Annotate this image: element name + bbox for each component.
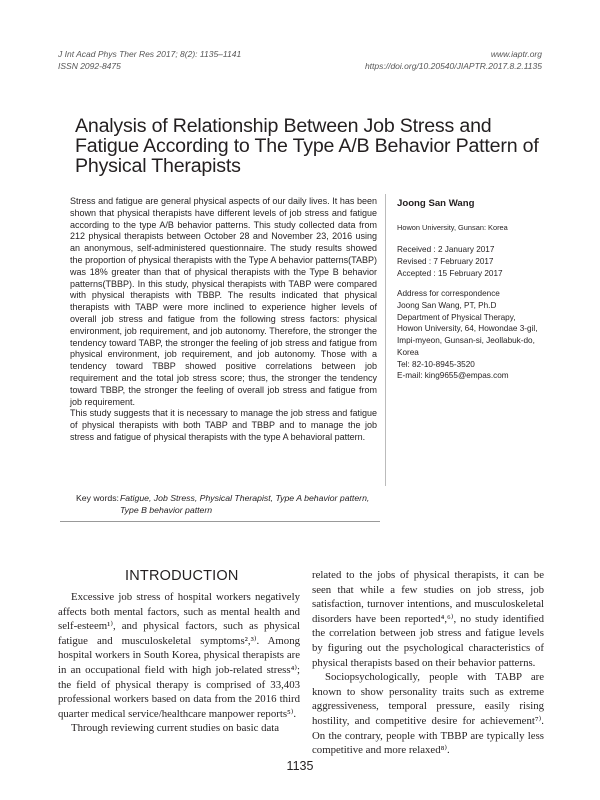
introduction-left-column [58,590,300,736]
introduction-right-column [312,568,544,758]
keywords-label: Key words: [76,493,119,503]
author-affiliation: Howon University, Gunsan: Korea [397,223,508,232]
accepted-date: Accepted : 15 February 2017 [397,269,503,278]
journal-issn: ISSN 2092-8475 [58,61,121,71]
author-name: Joong San Wang [397,198,475,209]
correspondence-line: Department of Physical Therapy, [397,312,516,322]
introduction-heading: INTRODUCTION [125,568,239,584]
correspondence-email[interactable]: E-mail: king9655@empas.com [397,371,509,381]
article-title: Analysis of Relationship Between Job Stress and Fatigue According to The Type A/B Behavior Pattern of Physical Therapists [75,115,539,177]
article-doi: https://doi.org/10.20540/JIAPTR.2017.8.2.1135 [364,61,542,71]
correspondence-line: Impi-myeon, Gunsan-si, Jeollabuk-do, [397,336,535,346]
body-paragraph: related to the jobs of physical therapists, it can be seen that while a few studies on job stress, job satisfaction, turnover intentions, and musculoskeletal disorders have been reported⁴,⁶⁾, no study identified the correlation between job stress and fatigue levels by figuring out the psychological characteristics of physical therapists based on their behavior patterns. [312,569,544,669]
body-paragraph: Sociopsychologically, people with TABP are known to show personality traits such as extreme aggressiveness, temporal pressure, easily rising hostility, and competitive desire for achievement⁷⁾. On the contrary, people with TBBP are typically less competitive and more relaxed⁸⁾. [312,671,544,757]
abstract [70,196,377,444]
revised-date: Revised : 7 February 2017 [397,257,494,266]
journal-citation: J Int Acad Phys Ther Res 2017; 8(2): 1135–1141 [58,49,242,59]
correspondence-line: Howon University, 64, Howondae 3-gil, [397,324,538,334]
abstract-paragraph: Stress and fatigue are general physical aspects of our daily lives. It has been shown that physical therapists have different levels of job stress and fatigue according to the type A/B behavior patterns. This study collected data from 212 physical therapists between October 28 and November 23, 2016 using an anonymous, self-administered questionnaire. The study results showed the proportion of physical therapists with the Type A behavior patterns(TABP) was 18% greater than that of physical therapists with the Type B behavior patterns(TBBP). In this study, physical therapists with TABP were compared with physical therapists with TBBP. The results indicated that physical therapists with TABP were more inclined to experience higher levels of overall job stress and fatigue from the following stress factors: physical environment, job requirement, and job autonomy. Therefore, the stronger the tendency toward TABP, the stronger the feeling of job stress and fatigue from physical environment, job requirement, and job autonomy. Those with a tendency toward TBBP showed positive correlations between job requirement and the total job stress score; thus, the stronger the tendency toward TBBP, the stronger the feeling of overall job stress and fatigue from job requirement. [70,196,377,407]
page-number: 1135 [286,759,314,773]
body-paragraph: Excessive job stress of hospital workers negatively affects both mental factors, such as mental health and self-esteem¹⁾, and physical factors, such as physical fatigue and musculoskeletal symptoms²,³⁾. Among hospital workers in South Korea, physical therapists are in an occupational field with high job-related stress⁴⁾; the field of physical therapy is comprised of 33,403 professional workers based on data from the 2016 third quarter medical service/healthcare manpower reports⁵⁾. [58,591,300,720]
keywords-value: Fatigue, Job Stress, Physical Therapist, Type A behavior pattern, Type B behavior pattern [120,493,370,515]
received-date: Received : 2 January 2017 [397,245,495,254]
abstract-paragraph: This study suggests that it is necessary to manage the job stress and fatigue of physical therapists with both TABP and TBBP and to manage the job stress and fatigue of physical therapists with the type A behavioral pattern. [70,408,377,442]
correspondence-address [397,300,547,382]
correspondence-line: Joong San Wang, PT, Ph.D [397,301,497,310]
correspondence-line: Korea [397,347,419,357]
correspondence-heading: Address for correspondence [397,289,500,298]
body-paragraph: Through reviewing current studies on basic data [71,722,280,735]
journal-website: www.iaptr.org [490,49,542,59]
correspondence-line: Tel: 82-10-8945-3520 [397,359,475,369]
column-divider [385,194,386,486]
section-rule [60,521,380,522]
